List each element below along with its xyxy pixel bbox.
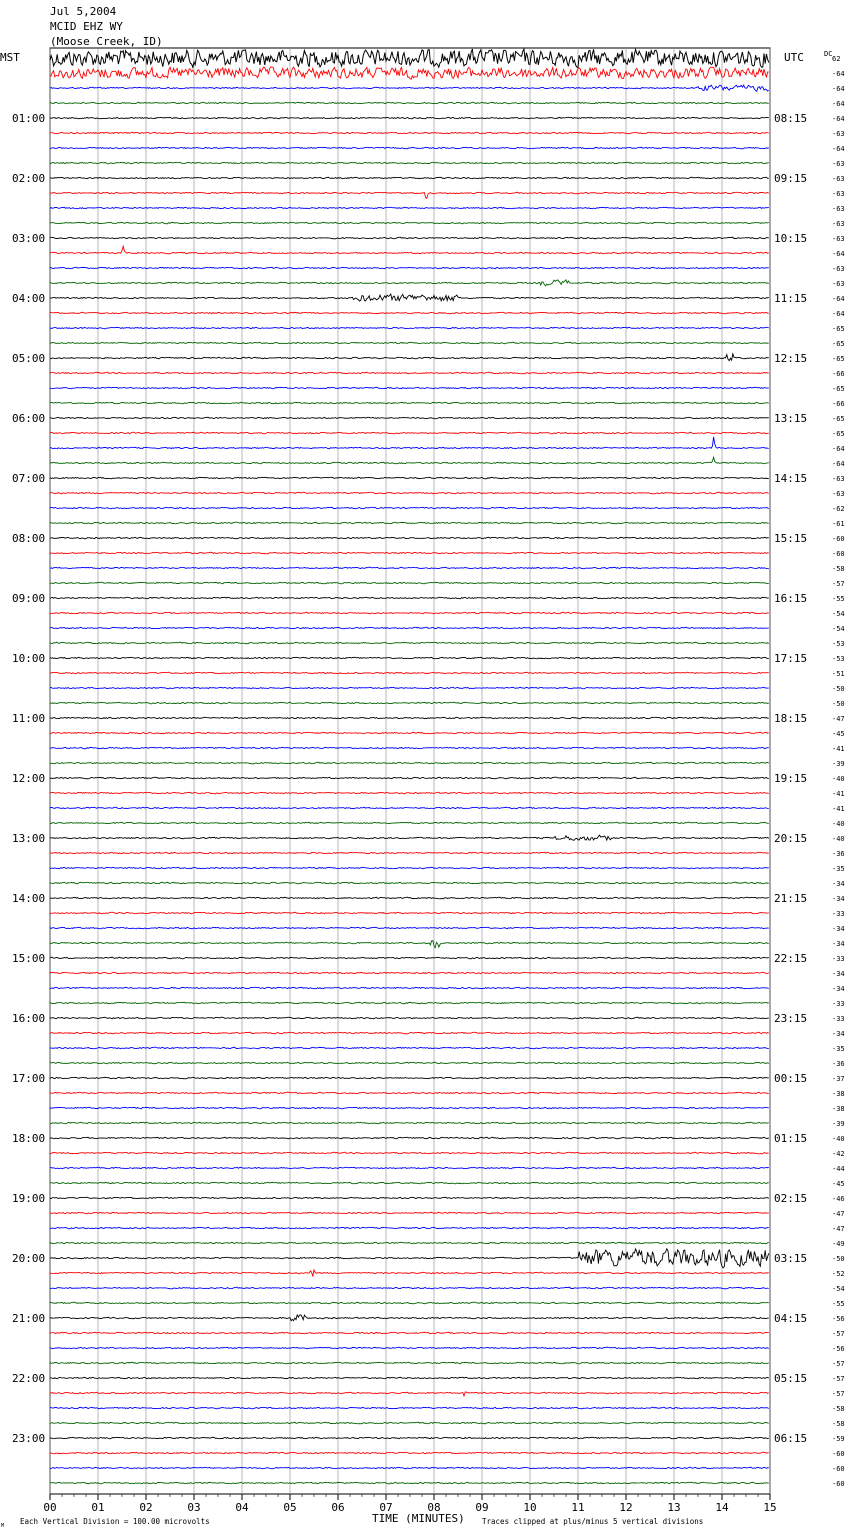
trace-24 (50, 417, 769, 418)
trace-25 (50, 432, 769, 434)
right-hour-label: 18:15 (774, 712, 808, 725)
trace-81 (50, 1270, 769, 1277)
dc-offset-label: -53 (832, 640, 845, 648)
trace-70 (50, 1107, 769, 1109)
dc-offset-label: -63 (832, 280, 845, 288)
dc-offset-label: -63 (832, 160, 845, 168)
trace-89 (50, 1392, 769, 1396)
trace-50 (50, 807, 769, 809)
dc-offset-label: -62 (832, 505, 845, 513)
trace-21 (50, 372, 769, 374)
dc-offset-label: -40 (832, 1135, 845, 1143)
trace-20 (50, 354, 769, 361)
right-hour-label: 01:15 (774, 1132, 808, 1145)
trace-23 (50, 402, 769, 404)
trace-43 (50, 702, 769, 704)
trace-19 (50, 342, 769, 343)
right-hour-label: 22:15 (774, 952, 808, 965)
right-hour-label: 13:15 (774, 412, 808, 425)
right-hour-label: 08:15 (774, 112, 808, 125)
left-hour-label: 01:00 (12, 112, 46, 125)
trace-64 (50, 1017, 769, 1019)
trace-95 (50, 1482, 769, 1484)
dc-offset-label: -66 (832, 400, 845, 408)
x-tick-label: 12 (619, 1501, 633, 1514)
trace-7 (50, 162, 769, 164)
dc-offset-label: -34 (832, 895, 845, 903)
trace-48 (50, 777, 769, 779)
trace-1 (50, 67, 769, 79)
dc-offset-label: -64 (832, 460, 845, 468)
dc-offset-label: -56 (832, 1345, 845, 1353)
dc-offset-label: -64 (832, 70, 845, 78)
trace-63 (50, 1002, 769, 1004)
trace-53 (50, 852, 769, 853)
corner-mark: M (1, 1523, 5, 1529)
dc-offset-label: -55 (832, 1300, 845, 1308)
dc-offset-label: -60 (832, 1480, 845, 1488)
dc-offset-label: -63 (832, 490, 845, 498)
date-label: Jul 5,2004 (50, 5, 117, 18)
left-hour-label: 05:00 (12, 352, 46, 365)
trace-3 (50, 102, 769, 103)
dc-offset-label: -39 (832, 1120, 845, 1128)
dc-offset-label: -47 (832, 1210, 845, 1218)
dc-offset-label: -57 (832, 1360, 845, 1368)
trace-42 (50, 687, 769, 689)
dc-offset-label: -64 (832, 310, 845, 318)
trace-80 (50, 1249, 769, 1268)
trace-31 (50, 522, 769, 524)
trace-79 (50, 1242, 769, 1244)
trace-52 (50, 835, 769, 840)
dc-offset-label: -64 (832, 115, 845, 123)
trace-82 (50, 1287, 769, 1289)
trace-74 (50, 1167, 769, 1169)
dc-offset-label: -64 (832, 85, 845, 93)
trace-84 (50, 1315, 769, 1321)
label-group (0, 50, 845, 1529)
dc-offset-label: -57 (832, 1375, 845, 1383)
x-tick-label: 09 (475, 1501, 489, 1514)
x-tick-label: 01 (91, 1501, 105, 1514)
dc-offset-label: -63 (832, 235, 845, 243)
dc-offset-label: -38 (832, 1105, 845, 1113)
x-tick-label: 05 (283, 1501, 297, 1514)
dc-offset-label: -64 (832, 100, 845, 108)
dc-offset-label: -63 (832, 265, 845, 273)
dc-offset-label: -66 (832, 370, 845, 378)
dc-offset-label: -54 (832, 1285, 845, 1293)
dc-offset-label: -60 (832, 550, 845, 558)
left-hour-label: 10:00 (12, 652, 46, 665)
left-hour-label: 12:00 (12, 772, 46, 785)
right-axis-label: UTC (784, 51, 804, 64)
right-hour-label: 14:15 (774, 472, 808, 485)
left-hour-label: 18:00 (12, 1132, 46, 1145)
trace-38 (50, 627, 769, 629)
left-hour-label: 03:00 (12, 232, 46, 245)
x-tick-label: 04 (235, 1501, 249, 1514)
trace-17 (50, 312, 769, 314)
trace-4 (50, 117, 769, 119)
dc-offset-label: -33 (832, 1015, 845, 1023)
trace-86 (50, 1347, 769, 1348)
x-axis-title: TIME (MINUTES) (372, 1512, 465, 1525)
trace-27 (50, 457, 769, 463)
trace-55 (50, 882, 769, 884)
dc-offset-label: -54 (832, 625, 845, 633)
trace-15 (50, 280, 769, 286)
dc-offset-label: -34 (832, 940, 845, 948)
trace-5 (50, 132, 769, 134)
dc-offset-label: -41 (832, 805, 845, 813)
dc-offset-label: -59 (832, 1435, 845, 1443)
x-tick-label: 14 (715, 1501, 729, 1514)
trace-28 (50, 477, 769, 479)
trace-61 (50, 972, 769, 973)
trace-33 (50, 552, 769, 554)
dc-offset-label: -64 (832, 445, 845, 453)
dc-offset-label: -58 (832, 565, 845, 573)
dc-offset-label: -57 (832, 1390, 845, 1398)
trace-8 (50, 177, 769, 179)
trace-35 (50, 582, 769, 584)
left-hour-label: 06:00 (12, 412, 46, 425)
x-tick-label: 02 (139, 1501, 153, 1514)
dc-offset-label: -40 (832, 820, 845, 828)
trace-59 (50, 941, 769, 948)
right-hour-label: 10:15 (774, 232, 808, 245)
dc-offset-label: -34 (832, 925, 845, 933)
left-hour-label: 17:00 (12, 1072, 46, 1085)
trace-13 (50, 246, 769, 254)
trace-36 (50, 597, 769, 598)
trace-0 (50, 49, 769, 68)
trace-78 (50, 1227, 769, 1229)
trace-10 (50, 207, 769, 209)
x-tick-label: 15 (763, 1501, 777, 1514)
dc-offset-label: -40 (832, 835, 845, 843)
trace-16 (50, 294, 769, 301)
clip-note: Traces clipped at plus/minus 5 vertical divisions (482, 1517, 704, 1526)
trace-73 (50, 1152, 769, 1154)
trace-69 (50, 1092, 769, 1094)
trace-91 (50, 1422, 769, 1424)
trace-32 (50, 537, 769, 539)
dc-offset-label: -47 (832, 715, 845, 723)
dc-offset-label: -35 (832, 1045, 845, 1053)
trace-68 (50, 1077, 769, 1079)
dc-offset-label: -47 (832, 1225, 845, 1233)
trace-group (50, 49, 769, 1484)
dc-offset-label: -45 (832, 1180, 845, 1188)
dc-offset-label: -60 (832, 1465, 845, 1473)
trace-30 (50, 507, 769, 509)
left-hour-label: 08:00 (12, 532, 46, 545)
trace-26 (50, 437, 769, 449)
left-hour-label: 20:00 (12, 1252, 46, 1265)
trace-67 (50, 1062, 769, 1064)
x-tick-label: 03 (187, 1501, 201, 1514)
left-hour-label: 19:00 (12, 1192, 46, 1205)
trace-57 (50, 912, 769, 913)
trace-75 (50, 1182, 769, 1184)
left-hour-label: 23:00 (12, 1432, 46, 1445)
trace-37 (50, 612, 769, 613)
trace-60 (50, 957, 769, 959)
trace-44 (50, 717, 769, 719)
dc-offset-label: -33 (832, 1000, 845, 1008)
dc-offset-label: -39 (832, 760, 845, 768)
dc-offset-label: -60 (832, 535, 845, 543)
dc-offset-label: -65 (832, 325, 845, 333)
trace-18 (50, 327, 769, 329)
left-hour-label: 04:00 (12, 292, 46, 305)
dc-offset-label: -56 (832, 1315, 845, 1323)
dc-offset-label: -42 (832, 1150, 845, 1158)
trace-40 (50, 657, 769, 659)
right-hour-label: 11:15 (774, 292, 808, 305)
trace-58 (50, 927, 769, 929)
dc-offset-label: -44 (832, 1165, 845, 1173)
right-hour-label: 05:15 (774, 1372, 808, 1385)
dc-offset-label: -61 (832, 520, 845, 528)
trace-9 (50, 192, 769, 198)
right-hour-label: 23:15 (774, 1012, 808, 1025)
dc-offset-label: -65 (832, 385, 845, 393)
dc-offset-label: -50 (832, 1255, 845, 1263)
dc-offset-label: -35 (832, 865, 845, 873)
left-hour-label: 07:00 (12, 472, 46, 485)
left-hour-label: 16:00 (12, 1012, 46, 1025)
right-hour-label: 19:15 (774, 772, 808, 785)
trace-83 (50, 1302, 769, 1304)
dc-offset-label: -45 (832, 730, 845, 738)
trace-6 (50, 147, 769, 148)
dc-offset-label: -49 (832, 1240, 845, 1248)
right-hour-label: 06:15 (774, 1432, 808, 1445)
trace-72 (50, 1137, 769, 1138)
dc-offset-label: -55 (832, 595, 845, 603)
left-hour-label: 14:00 (12, 892, 46, 905)
right-hour-label: 21:15 (774, 892, 808, 905)
dc-offset-label: -33 (832, 955, 845, 963)
dc-offset-label: -57 (832, 1330, 845, 1338)
dc-offset-label: -63 (832, 475, 845, 483)
trace-29 (50, 492, 769, 494)
left-hour-label: 09:00 (12, 592, 46, 605)
dc-offset-label: -63 (832, 175, 845, 183)
trace-90 (50, 1407, 769, 1409)
dc-offset-label: -50 (832, 685, 845, 693)
dc-offset-label: -40 (832, 775, 845, 783)
dc-offset-label: -53 (832, 655, 845, 663)
right-hour-label: 12:15 (774, 352, 808, 365)
dc-offset-label: 62 (832, 55, 841, 63)
right-hour-label: 16:15 (774, 592, 808, 605)
dc-offset-label: -65 (832, 340, 845, 348)
dc-offset-label: -34 (832, 970, 845, 978)
dc-offset-label: -58 (832, 1405, 845, 1413)
trace-76 (50, 1197, 769, 1199)
trace-94 (50, 1467, 769, 1469)
dc-offset-label: -60 (832, 1450, 845, 1458)
x-tick-label: 07 (379, 1501, 393, 1514)
dc-offset-label: -64 (832, 295, 845, 303)
trace-87 (50, 1362, 769, 1364)
trace-71 (50, 1122, 769, 1124)
x-tick-label: 11 (571, 1501, 585, 1514)
left-hour-label: 02:00 (12, 172, 46, 185)
dc-offset-label: -52 (832, 1270, 845, 1278)
dc-label: DC (824, 50, 833, 58)
right-hour-label: 20:15 (774, 832, 808, 845)
left-axis-label: MST (0, 51, 20, 64)
trace-54 (50, 867, 769, 868)
dc-offset-label: -34 (832, 1030, 845, 1038)
trace-88 (50, 1377, 769, 1378)
trace-93 (50, 1452, 769, 1454)
dc-offset-label: -63 (832, 205, 845, 213)
location-label: (Moose Creek, ID) (50, 35, 163, 48)
dc-offset-label: -63 (832, 190, 845, 198)
trace-45 (50, 732, 769, 734)
trace-22 (50, 387, 769, 389)
dc-offset-label: -46 (832, 1195, 845, 1203)
trace-77 (50, 1212, 769, 1214)
trace-39 (50, 642, 769, 644)
left-hour-label: 13:00 (12, 832, 46, 845)
right-hour-label: 02:15 (774, 1192, 808, 1205)
trace-34 (50, 567, 769, 569)
trace-12 (50, 237, 769, 239)
dc-offset-label: -34 (832, 985, 845, 993)
trace-41 (50, 672, 769, 674)
dc-offset-label: -63 (832, 220, 845, 228)
trace-65 (50, 1032, 769, 1034)
trace-62 (50, 987, 769, 989)
right-hour-label: 00:15 (774, 1072, 808, 1085)
dc-offset-label: -65 (832, 430, 845, 438)
right-hour-label: 03:15 (774, 1252, 808, 1265)
x-tick-label: 10 (523, 1501, 537, 1514)
trace-46 (50, 747, 769, 749)
x-tick-label: 08 (427, 1501, 441, 1514)
dc-offset-label: -34 (832, 880, 845, 888)
dc-offset-label: -41 (832, 790, 845, 798)
left-hour-label: 22:00 (12, 1372, 46, 1385)
trace-51 (50, 822, 769, 823)
dc-offset-label: -65 (832, 355, 845, 363)
dc-offset-label: -64 (832, 250, 845, 258)
trace-2 (50, 85, 769, 91)
dc-offset-label: -65 (832, 415, 845, 423)
trace-14 (50, 267, 769, 269)
trace-47 (50, 762, 769, 764)
plot-frame (50, 48, 770, 1494)
trace-85 (50, 1332, 769, 1334)
dc-offset-label: -57 (832, 580, 845, 588)
trace-49 (50, 792, 769, 794)
station-label: MCID EHZ WY (50, 20, 123, 33)
dc-offset-label: -37 (832, 1075, 845, 1083)
dc-offset-label: -50 (832, 700, 845, 708)
dc-offset-label: -41 (832, 745, 845, 753)
left-hour-label: 21:00 (12, 1312, 46, 1325)
right-hour-label: 04:15 (774, 1312, 808, 1325)
dc-offset-label: -51 (832, 670, 845, 678)
dc-offset-label: -36 (832, 850, 845, 858)
left-hour-label: 11:00 (12, 712, 46, 725)
dc-offset-label: -63 (832, 130, 845, 138)
trace-11 (50, 222, 769, 224)
scale-note: Each Vertical Division = 100.00 microvolts (20, 1517, 210, 1526)
right-hour-label: 15:15 (774, 532, 808, 545)
dc-offset-label: -58 (832, 1420, 845, 1428)
minute-grid (50, 48, 770, 1500)
dc-offset-label: -64 (832, 145, 845, 153)
dc-offset-label: -54 (832, 610, 845, 618)
trace-92 (50, 1437, 769, 1439)
x-tick-label: 06 (331, 1501, 345, 1514)
x-tick-label: 13 (667, 1501, 681, 1514)
trace-56 (50, 897, 769, 899)
dc-offset-label: -33 (832, 910, 845, 918)
right-hour-label: 09:15 (774, 172, 808, 185)
left-hour-label: 15:00 (12, 952, 46, 965)
dc-offset-label: -36 (832, 1060, 845, 1068)
x-tick-label: 00 (43, 1501, 57, 1514)
trace-66 (50, 1047, 769, 1049)
dc-offset-label: -38 (832, 1090, 845, 1098)
right-hour-label: 17:15 (774, 652, 808, 665)
